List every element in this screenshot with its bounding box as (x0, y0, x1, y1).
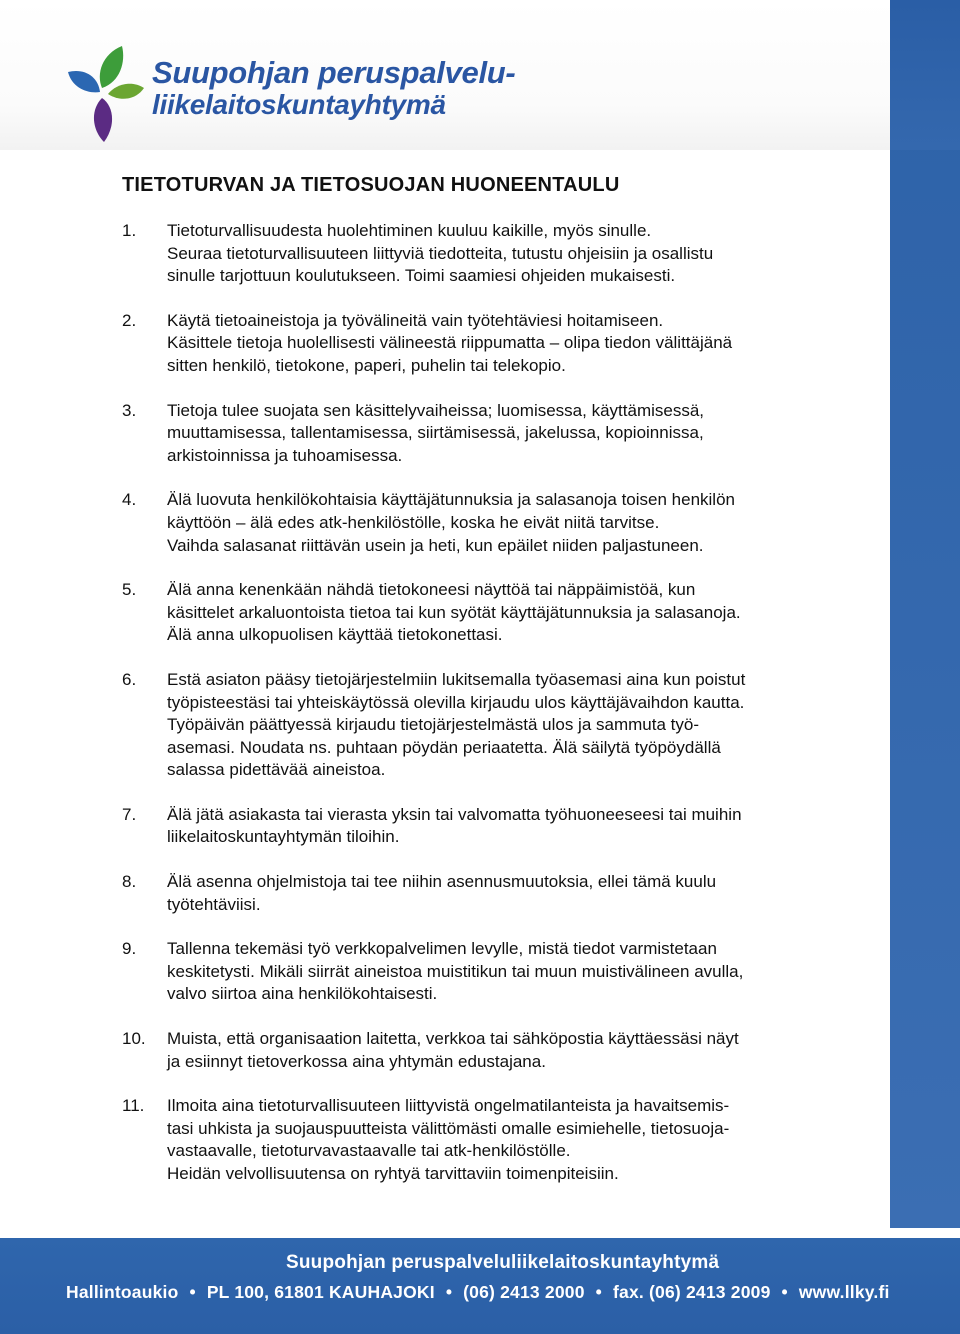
list-item (122, 1028, 852, 1073)
text-line: Älä luovuta henkilökohtaisia käyttäjätunnuksia ja salasanoja toisen henkilön (167, 490, 735, 510)
text-line: Tallenna tekemäsi työ verkkopalvelimen levylle, mistä tiedot varmistetaan (167, 939, 717, 959)
text-line: käyttöön – älä edes atk-henkilöstölle, koska he eivät niitä tarvitse. (167, 512, 660, 532)
logo-line-1: Suupohjan peruspalvelu- (152, 55, 516, 90)
text-line: vastaavalle, tietoturvavastaavalle tai atk-henkilöstölle. (167, 1141, 571, 1161)
list-item-text (167, 310, 852, 378)
text-line: muuttamisessa, tallentamisessa, siirtämisessä, jakelussa, kopioinnissa, (167, 423, 704, 443)
list-item-text (167, 400, 852, 468)
organization-logo-icon (66, 44, 144, 144)
text-line: liikelaitoskuntayhtymän tiloihin. (167, 827, 400, 847)
text-line: sinulle tarjottuun koulutukseen. Toimi saamiesi ohjeiden mukaisesti. (167, 266, 676, 286)
list-item (122, 871, 852, 916)
text-line: Ilmoita aina tietoturvallisuuteen liittyvistä ongelmatilanteista ja havaitsemis- (167, 1096, 730, 1116)
text-line: Muista, että organisaation laitetta, verkkoa tai sähköpostia käyttäessäsi näyt (167, 1029, 739, 1049)
list-item-text (167, 579, 852, 647)
list-item-number: 10. (122, 1029, 146, 1049)
logo-text (152, 56, 515, 120)
text-line: asemasi. Noudata ns. puhtaan pöydän periaatetta. Älä säilytä työpöydällä (167, 737, 721, 757)
list-item (122, 1095, 852, 1185)
footer-organization: Suupohjan peruspalveluliikelaitoskuntayhtymä (286, 1252, 720, 1273)
list-item (122, 938, 852, 1006)
footer-contact-item: (06) 2413 2000 (463, 1282, 585, 1302)
list-item-text (167, 220, 852, 288)
text-line: valvo siirtoa aina henkilökohtaisesti. (167, 984, 438, 1004)
bullet-separator: • (781, 1282, 788, 1302)
list-item (122, 220, 852, 288)
text-line: Vaihda salasanat riittävän usein ja heti, kun epäilet niiden paljastuneen. (167, 535, 704, 555)
bullet-separator: • (445, 1282, 453, 1302)
text-line: sitten henkilö, tietokone, paperi, puhelin tai telekopio. (167, 355, 566, 375)
bullet-separator: • (595, 1282, 602, 1302)
rules-list (122, 220, 852, 1186)
list-item (122, 579, 852, 647)
text-line: Älä asenna ohjelmistoja tai tee niihin asennusmuutoksia, ellei tämä kuulu (167, 872, 717, 892)
text-line: käsittelet arkaluontoista tietoa tai kun syötät käyttäjätunnuksia ja salasanoja. (167, 602, 741, 622)
page-header (0, 0, 890, 150)
list-item-text (167, 669, 852, 782)
text-line: Käytä tietoaineistoja ja työvälineitä vain työtehtäviesi hoitamiseen. (167, 310, 664, 330)
footer-contact-line (66, 1282, 890, 1303)
list-item (122, 400, 852, 468)
list-item-number: 3. (122, 400, 137, 420)
list-item (122, 804, 852, 849)
document-title: TIETOTURVAN JA TIETOSUOJAN HUONEENTAULU (122, 174, 620, 196)
text-line: Tietoturvallisuudesta huolehtiminen kuuluu kaikille, myös sinulle. (167, 221, 652, 240)
text-line: salassa pidettävää aineistoa. (167, 760, 386, 780)
text-line: Työpäivän päättyessä kirjaudu tietojärjestelmästä ulos ja sammuta työ- (167, 715, 699, 735)
list-item-number: 11. (122, 1096, 145, 1116)
text-line: Heidän velvollisuutensa on ryhtyä tarvittaviin toimenpiteisiin. (167, 1164, 619, 1183)
list-item-number: 5. (122, 580, 137, 600)
document-body (122, 168, 852, 1208)
text-line: Käsittele tietoja huolellisesti välineestä riippumatta – olipa tiedon välittäjänä (167, 333, 733, 353)
footer-contact-item: PL 100, 61801 KAUHAJOKI (206, 1282, 435, 1302)
list-item (122, 310, 852, 378)
list-item-number: 7. (122, 804, 137, 824)
bullet-separator: • (189, 1282, 196, 1302)
list-item-text (167, 489, 852, 557)
footer-website-link[interactable]: www.llky.fi (798, 1282, 890, 1302)
text-line: keskitetysti. Mikäli siirrät aineistoa muistitikun tai muun muistivälineen avulla, (167, 961, 744, 981)
list-item-text (167, 1095, 852, 1185)
page-footer (0, 1238, 960, 1334)
list-item-number: 1. (122, 221, 137, 240)
list-item-text (167, 871, 852, 916)
list-item-number: 9. (122, 939, 137, 959)
text-line: Estä asiaton pääsy tietojärjestelmiin lukitsemalla työasemasi aina kun poistut (167, 669, 746, 689)
footer-contact-item: fax. (06) 2413 2009 (612, 1282, 771, 1302)
list-item-number: 8. (122, 872, 137, 892)
text-line: Seuraa tietoturvallisuuteen liittyviä tiedotteita, tutustu ohjeisiin ja osallistu (167, 243, 714, 263)
text-line: työtehtäviisi. (167, 894, 261, 914)
side-stripe (890, 0, 960, 1228)
list-item-text (167, 1028, 852, 1073)
text-line: Älä jätä asiakasta tai vierasta yksin tai valvomatta työhuoneeseesi tai muihin (167, 804, 742, 824)
text-line: ja esiinnyt tietoverkossa aina yhtymän edustajana. (167, 1051, 546, 1071)
text-line: tasi uhkista ja suojauspuutteista välittömästi omalle esimiehelle, tietosuoja- (167, 1118, 730, 1138)
text-line: Tietoja tulee suojata sen käsittelyvaiheissa; luomisessa, käyttämisessä, (167, 400, 705, 420)
list-item-text (167, 938, 852, 1006)
list-item-number: 6. (122, 669, 137, 689)
text-line: arkistoinnissa ja tuhoamisessa. (167, 445, 403, 465)
list-item (122, 489, 852, 557)
text-line: Älä anna kenenkään nähdä tietokoneesi näyttöä tai näppäimistöä, kun (167, 580, 696, 600)
footer-contact-item: Hallintoaukio (66, 1282, 179, 1302)
list-item-text (167, 804, 852, 849)
list-item-number: 4. (122, 490, 137, 510)
logo-line-2: liikelaitoskuntayhtymä (152, 89, 446, 120)
list-item-number: 2. (122, 310, 137, 330)
text-line: Älä anna ulkopuolisen käyttää tietokonettasi. (167, 625, 503, 645)
list-item (122, 669, 852, 782)
text-line: työpisteestäsi tai yhteiskäytössä olevilla kirjaudu ulos käyttäjävaihdon kautta. (167, 692, 745, 712)
